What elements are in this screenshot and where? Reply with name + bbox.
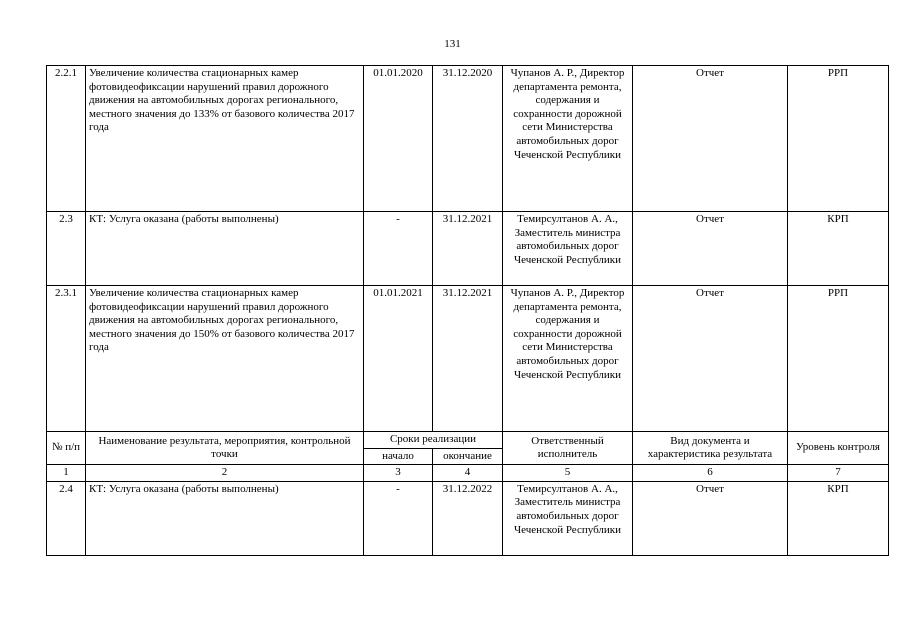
result-name: КТ: Услуга оказана (работы выполнены) — [86, 212, 364, 286]
table-header-row — [47, 432, 889, 449]
column-number: 7 — [788, 465, 889, 482]
document-type: Отчет — [633, 481, 788, 555]
responsible-person: Темирсултанов А. А., Заместитель министра автомобильных дорог Чеченской Республики — [503, 212, 633, 286]
header-level: Уровень контроля — [788, 432, 889, 465]
control-level: КРП — [788, 212, 889, 286]
header-responsible: Ответственный исполнитель — [503, 432, 633, 465]
end-date: 31.12.2022 — [433, 481, 503, 555]
table-row — [47, 286, 889, 432]
column-number: 6 — [633, 465, 788, 482]
control-level: КРП — [788, 481, 889, 555]
end-date: 31.12.2021 — [433, 286, 503, 432]
header-start: начало — [364, 448, 433, 465]
column-number: 4 — [433, 465, 503, 482]
column-number: 3 — [364, 465, 433, 482]
header-num: № п/п — [47, 432, 86, 465]
header-name: Наименование результата, мероприятия, контрольной точки — [86, 432, 364, 465]
row-number: 2.4 — [47, 481, 86, 555]
responsible-person: Чупанов А. Р., Директор департамента ремонта, содержания и сохранности дорожной сети Министерства автомобильных дорог Чеченской Республики — [503, 66, 633, 212]
result-name: КТ: Услуга оказана (работы выполнены) — [86, 481, 364, 555]
responsible-person: Чупанов А. Р., Директор департамента ремонта, содержания и сохранности дорожной сети Министерства автомобильных дорог Чеченской Республики — [503, 286, 633, 432]
start-date: 01.01.2021 — [364, 286, 433, 432]
result-name: Увеличение количества стационарных камер фотовидеофиксации нарушений правил дорожного движения на автомобильных дорогах регионального, местного значения до 150% от базового количества 2017 года — [86, 286, 364, 432]
column-number: 1 — [47, 465, 86, 482]
control-level: РРП — [788, 286, 889, 432]
column-number-row — [47, 465, 889, 482]
end-date: 31.12.2020 — [433, 66, 503, 212]
row-number: 2.3 — [47, 212, 86, 286]
table-row — [47, 212, 889, 286]
responsible-person: Темирсултанов А. А., Заместитель министра автомобильных дорог Чеченской Республики — [503, 481, 633, 555]
document-type: Отчет — [633, 212, 788, 286]
header-end: окончание — [433, 448, 503, 465]
column-number: 2 — [86, 465, 364, 482]
row-number: 2.3.1 — [47, 286, 86, 432]
start-date: 01.01.2020 — [364, 66, 433, 212]
row-number: 2.2.1 — [47, 66, 86, 212]
result-name: Увеличение количества стационарных камер фотовидеофиксации нарушений правил дорожного движения на автомобильных дорогах регионального, местного значения до 133% от базового количества 2017 года — [86, 66, 364, 212]
control-level: РРП — [788, 66, 889, 212]
page-number: 131 — [444, 38, 461, 50]
document-type: Отчет — [633, 286, 788, 432]
header-document: Вид документа и характеристика результата — [633, 432, 788, 465]
start-date: - — [364, 481, 433, 555]
implementation-plan-table — [46, 65, 889, 556]
header-terms: Сроки реализации — [364, 432, 503, 449]
table-row — [47, 66, 889, 212]
table-row — [47, 481, 889, 555]
end-date: 31.12.2021 — [433, 212, 503, 286]
start-date: - — [364, 212, 433, 286]
column-number: 5 — [503, 465, 633, 482]
document-type: Отчет — [633, 66, 788, 212]
